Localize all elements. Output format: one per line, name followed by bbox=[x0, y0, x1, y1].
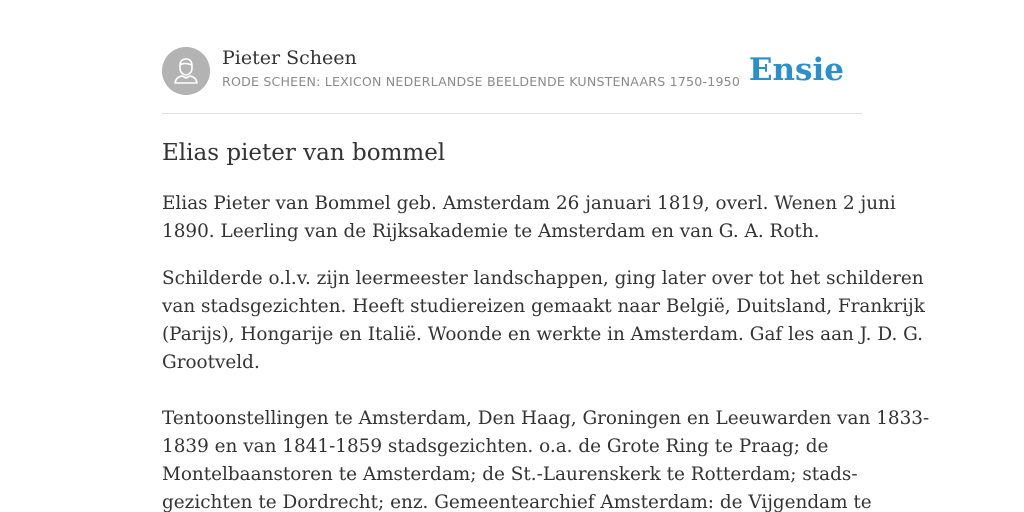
source-title[interactable]: RODE SCHEEN: LEXICON NEDERLANDSE BEELDENDE KUNSTENAARS 1750-1950 bbox=[222, 74, 741, 89]
text-line: gezichten te Dordrecht; enz. Gemeentearchief Amsterdam: de Vijgendam te bbox=[162, 492, 872, 512]
paragraph-1 bbox=[162, 190, 896, 246]
text-line: Tentoonstellingen te Amsterdam, Den Haag, Groningen en Leeuwarden van 1833- bbox=[162, 408, 930, 429]
brand-logo[interactable]: Ensie bbox=[748, 52, 844, 88]
author-name[interactable]: Pieter Scheen bbox=[222, 47, 357, 69]
article-title: Elias pieter van bommel bbox=[162, 140, 446, 166]
text-line: Montelbaanstoren te Amsterdam; de St.-Laurenskerk te Rotterdam; stads- bbox=[162, 464, 858, 485]
paragraph-2 bbox=[162, 265, 930, 512]
line-break bbox=[162, 377, 866, 405]
author-avatar[interactable] bbox=[162, 47, 210, 95]
article-body bbox=[162, 190, 930, 512]
text-line: (Parijs), Hongarije en Italië. Woonde en werkte in Amsterdam. Gaf les aan J. D. G. bbox=[162, 324, 924, 345]
text-line: Grootveld. bbox=[162, 352, 260, 373]
text-line: van stadsgezichten. Heeft studiereizen gemaakt naar België, Duitsland, Frankrijk bbox=[162, 296, 925, 317]
text-line: 1839 en van 1841-1859 stadsgezichten. o.a. de Grote Ring te Praag; de bbox=[162, 436, 829, 457]
article-header bbox=[162, 46, 862, 96]
text-line: 1890. Leerling van de Rijksakademie te Amsterdam en van G. A. Roth. bbox=[162, 221, 820, 242]
header-divider bbox=[162, 113, 862, 114]
text-line: Schilderde o.l.v. zijn leermeester landschappen, ging later over tot het schilderen bbox=[162, 268, 924, 289]
user-icon bbox=[162, 47, 210, 95]
text-line: Elias Pieter van Bommel geb. Amsterdam 26 januari 1819, overl. Wenen 2 juni bbox=[162, 193, 896, 214]
